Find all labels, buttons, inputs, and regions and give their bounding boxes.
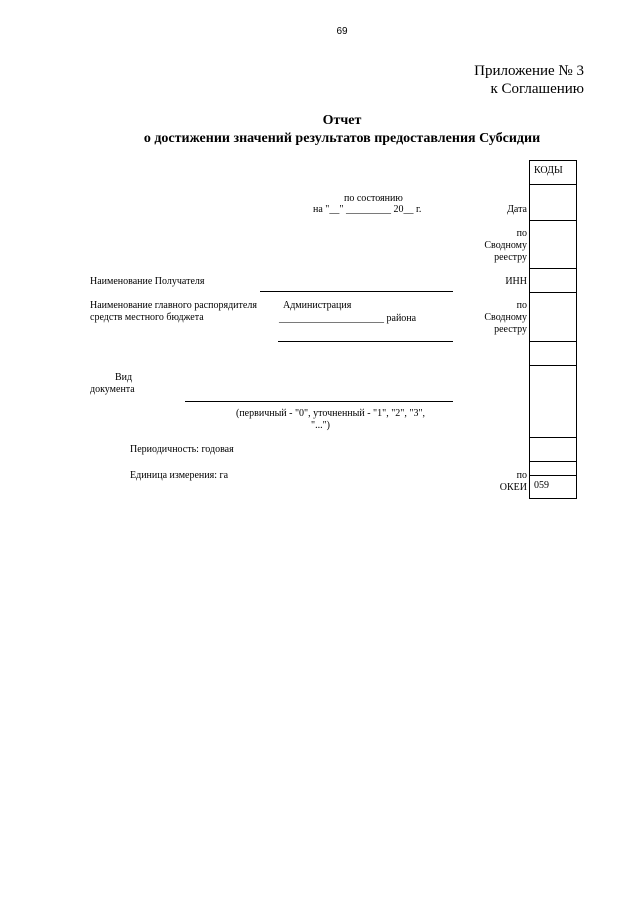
periodicity-code-cell: [530, 438, 576, 462]
main-manager-line-2: средств местного бюджета: [90, 312, 204, 323]
doc-type-label-2: документа: [90, 384, 135, 395]
codes-table: [529, 160, 577, 499]
registry-2-line-2: Сводному: [484, 312, 527, 323]
codes-header: КОДЫ: [530, 161, 576, 185]
registry-1-line-2: Сводному: [484, 240, 527, 251]
district-label: _____________________ района: [279, 313, 417, 324]
report-title: Отчет: [322, 113, 362, 128]
report-subtitle: о достижении значений результатов предоставления Субсидии: [143, 131, 541, 146]
inn-label: ИНН: [505, 276, 527, 287]
periodicity-label: Периодичность: годовая: [130, 444, 234, 455]
page-number: 69: [336, 26, 348, 37]
doc-type-line: [185, 401, 453, 402]
okei-label-1: по: [516, 470, 527, 481]
registry-2-line-1: по: [516, 300, 527, 311]
date-label: Дата: [507, 204, 527, 215]
appendix-line-2: к Соглашению: [490, 81, 584, 97]
okei-label-2: ОКЕИ: [499, 482, 527, 493]
recipient-label: Наименование Получателя: [90, 276, 205, 287]
administration-label: Администрация: [283, 300, 352, 311]
doc-type-label-1: Вид: [115, 372, 133, 383]
registry-1-code-cell: [530, 221, 576, 269]
appendix-line-1: Приложение № 3: [474, 63, 584, 79]
okei-code-cell: 059: [534, 480, 549, 491]
registry-2-code-cell: [530, 293, 576, 342]
blank-code-cell-1: [530, 342, 576, 366]
inn-code-cell: [530, 269, 576, 293]
as-of-label: по состоянию: [344, 193, 403, 204]
as-of-date: на "__" _________ 20__ г.: [313, 204, 422, 215]
doc-type-hint-2: "..."): [311, 420, 330, 431]
registry-2-line-3: реестру: [494, 324, 527, 335]
manager-line: [278, 341, 453, 342]
registry-1-line-3: реестру: [494, 252, 527, 263]
doc-type-code-cell: [530, 366, 576, 438]
blank-code-cell-2: [530, 462, 576, 476]
unit-label: Единица измерения: га: [130, 470, 229, 481]
recipient-line: [260, 291, 453, 292]
doc-type-hint-1: (первичный - "0", уточненный - "1", "2", "3",: [236, 408, 426, 419]
registry-1-line-1: по: [516, 228, 527, 239]
date-code-cell: [530, 185, 576, 221]
main-manager-line-1: Наименование главного распорядителя: [90, 300, 257, 311]
